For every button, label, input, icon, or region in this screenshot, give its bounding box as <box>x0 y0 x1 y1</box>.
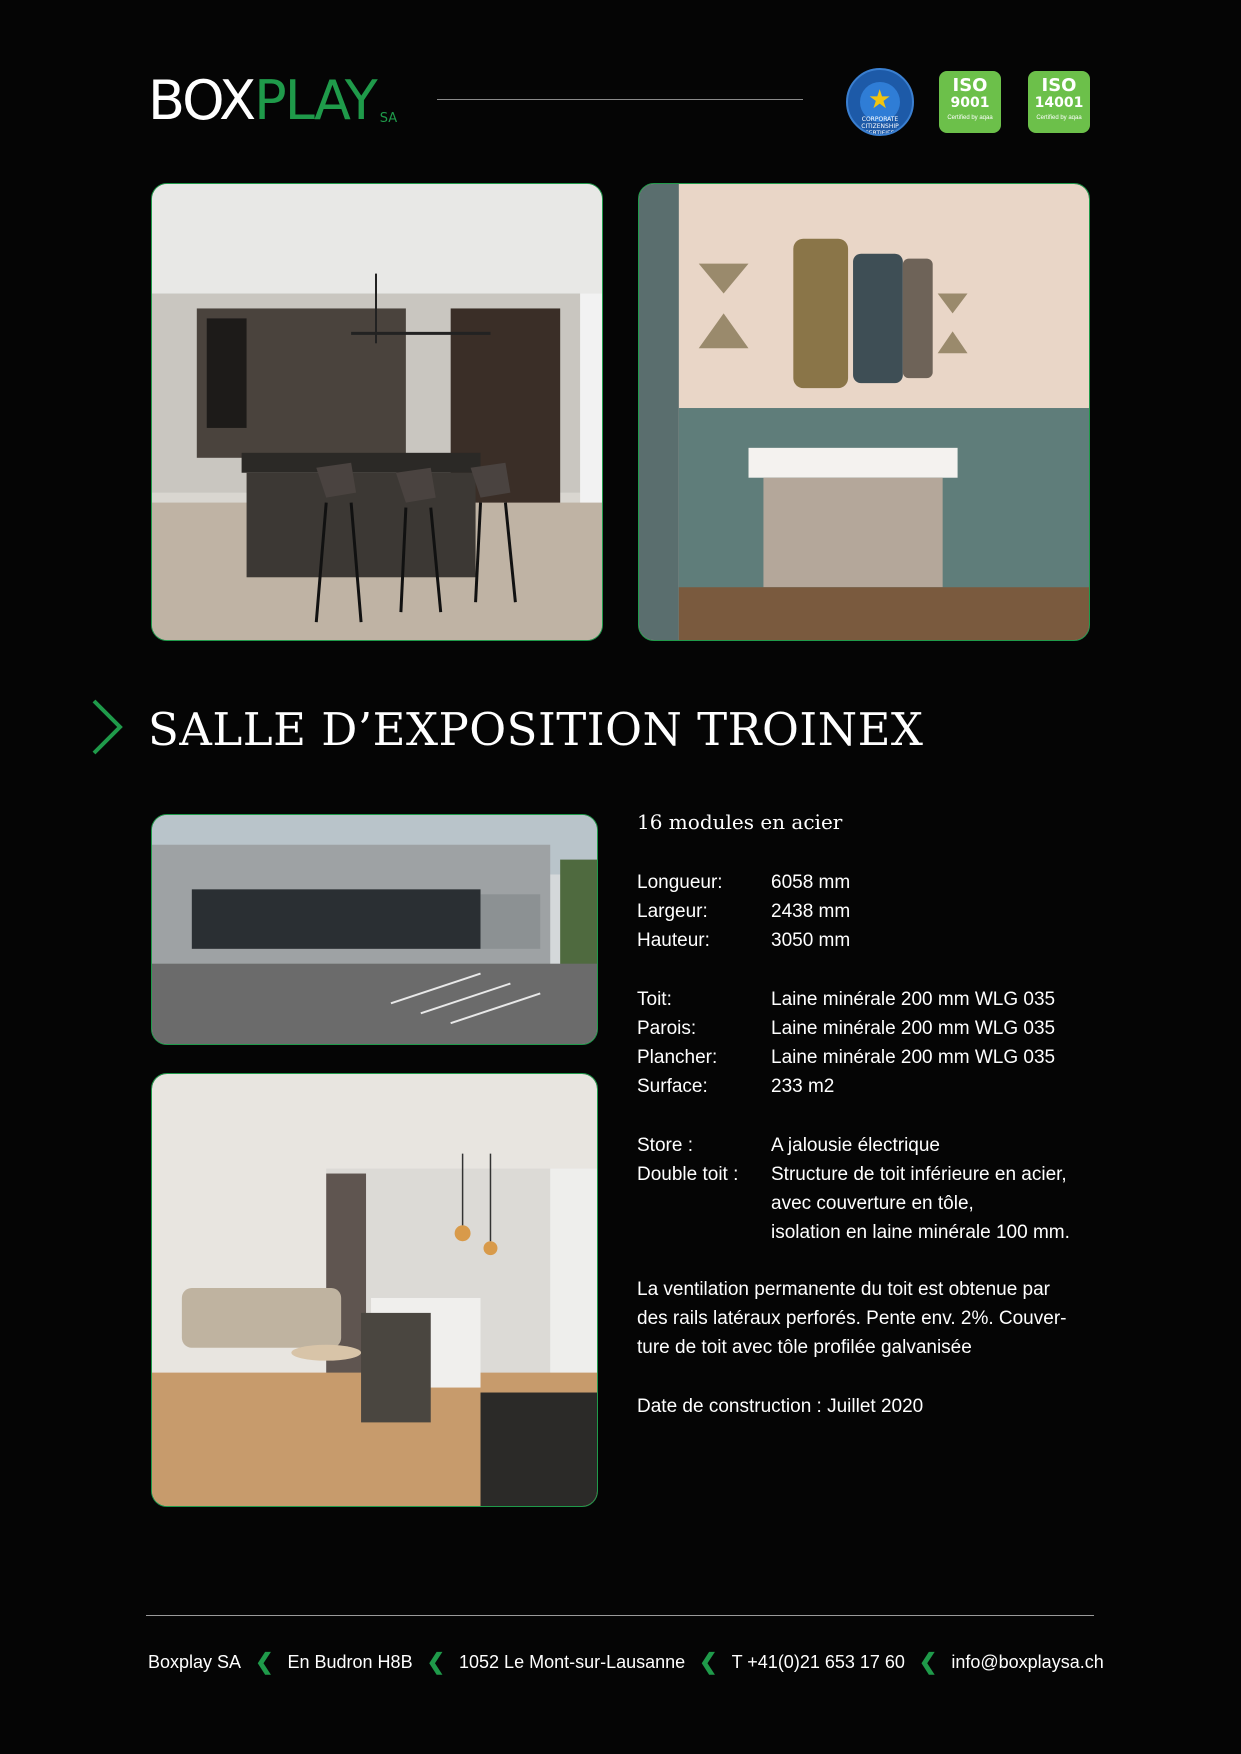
chevron-left-icon: ❮ <box>699 1649 718 1674</box>
iso-14001-number: 14001 <box>1034 95 1084 111</box>
spec-row <box>637 1043 1097 1072</box>
spec-label: Double toit : <box>637 1164 739 1185</box>
construction-date: Date de construction : Juillet 2020 <box>637 1396 924 1417</box>
footer-city: 1052 Le Mont-sur-Lausanne <box>459 1651 686 1672</box>
iso-14001-badge <box>1028 71 1090 133</box>
spec-value: avec couverture en tôle, <box>771 1193 974 1214</box>
paragraph-line: La ventilation permanente du toit est obtenue par <box>637 1279 1051 1300</box>
page-title: SALLE D’EXPOSITION TROINEX <box>148 703 924 756</box>
chevron-left-icon: ❮ <box>255 1649 274 1674</box>
bathroom-photo <box>638 183 1090 641</box>
spec-value: Laine minérale 200 mm WLG 035 <box>771 1047 1056 1068</box>
spec-value: 6058 mm <box>771 872 851 893</box>
chevron-left-icon: ❮ <box>426 1649 446 1674</box>
spec-row <box>637 1218 1097 1247</box>
footer-contact <box>148 1648 1104 1676</box>
spec-row <box>637 1189 1097 1218</box>
iso-9001-title: ISO <box>952 75 988 96</box>
badge-star-icon: ★ <box>868 84 892 114</box>
chevron-left-icon: ❮ <box>918 1649 938 1674</box>
footer-company: Boxplay SA <box>148 1651 242 1672</box>
spec-label: Hauteur: <box>637 930 710 951</box>
iso-9001-number: 9001 <box>950 95 990 111</box>
header-divider <box>437 99 803 100</box>
logo-play-text: PLAY <box>254 69 376 132</box>
spec-row <box>637 1014 1097 1043</box>
boxplay-logo <box>148 69 398 132</box>
paragraph-line: des rails latéraux perforés. Pente env. 2%. Couver- <box>637 1308 1067 1329</box>
section-chevron-icon <box>90 697 126 757</box>
corporate-citizenship-badge <box>846 68 914 136</box>
iso-9001-badge <box>939 71 1001 133</box>
iso-9001-certified: Certified by aqaa <box>947 115 993 121</box>
spec-label: Toit: <box>637 989 672 1010</box>
spec-value: 3050 mm <box>771 930 851 951</box>
spec-label: Parois: <box>637 1018 697 1039</box>
spec-row <box>637 897 1097 926</box>
exterior-photo <box>151 814 598 1045</box>
spec-row <box>637 1072 1097 1101</box>
iso-14001-certified: Certified by aqaa <box>1036 115 1082 121</box>
spec-value: 233 m2 <box>771 1076 835 1097</box>
living-room-photo <box>151 1073 598 1507</box>
modules-lead: 16 modules en acier <box>637 810 843 834</box>
spec-value: Structure de toit inférieure en acier, <box>771 1164 1067 1185</box>
spec-value: isolation en laine minérale 100 mm. <box>771 1222 1070 1243</box>
spec-value: 2438 mm <box>771 901 851 922</box>
logo-box-text: BOX <box>148 69 255 132</box>
iso-14001-title: ISO <box>1041 75 1077 96</box>
footer-divider <box>146 1615 1094 1616</box>
spec-label: Longueur: <box>637 872 723 893</box>
spec-row <box>637 985 1097 1014</box>
footer-email[interactable]: info@boxplaysa.ch <box>951 1651 1104 1672</box>
spec-label: Largeur: <box>637 901 708 922</box>
badge-label: CORPORATE CITIZENSHIP CERTIFIED <box>861 116 899 136</box>
footer-phone[interactable]: T +41(0)21 653 17 60 <box>731 1651 905 1672</box>
spec-value: Laine minérale 200 mm WLG 035 <box>771 989 1056 1010</box>
spec-value: A jalousie électrique <box>771 1135 940 1156</box>
paragraph-line: ture de toit avec tôle profilée galvanisée <box>637 1337 972 1358</box>
spec-label: Store : <box>637 1135 693 1156</box>
footer-street: En Budron H8B <box>287 1651 413 1672</box>
spec-row <box>637 868 1097 897</box>
spec-row <box>637 1160 1097 1189</box>
ventilation-paragraph <box>637 1275 1097 1362</box>
logo-sa-text: SA <box>379 111 398 126</box>
spec-label: Plancher: <box>637 1047 718 1068</box>
spec-label: Surface: <box>637 1076 708 1097</box>
spec-value: Laine minérale 200 mm WLG 035 <box>771 1018 1056 1039</box>
kitchen-photo <box>151 183 603 641</box>
spec-row <box>637 926 1097 955</box>
spec-row <box>637 1131 1097 1160</box>
